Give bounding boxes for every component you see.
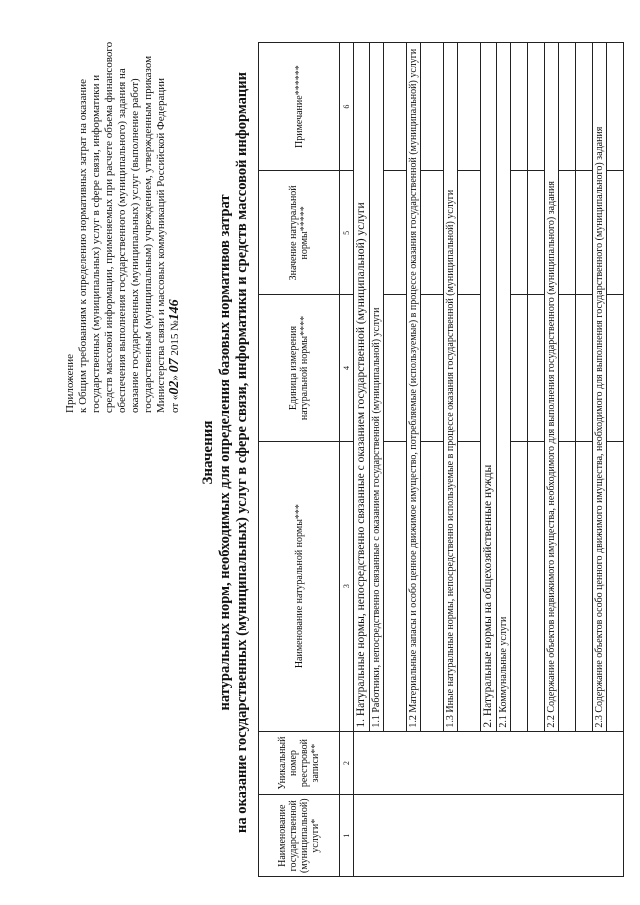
- col-header-value: Значение натуральной нормы*****: [259, 171, 340, 295]
- appendix-line: средств массовой информации, применяемых при расчете объема финансового: [103, 41, 115, 413]
- service-name-cell: [354, 795, 624, 877]
- norms-table: [258, 42, 624, 877]
- appendix-block: [64, 3, 182, 413]
- handwritten-month: 07: [167, 358, 182, 373]
- appendix-line: к Общим требованиям к определению нормативных затрат на оказание: [77, 78, 89, 413]
- col-header-norm-name: Наименование натуральной нормы***: [259, 441, 340, 731]
- appendix-label: Приложение: [64, 353, 76, 413]
- table-header-row: [259, 43, 340, 877]
- appendix-date: от «02» 07 2015 №146: [167, 299, 182, 413]
- col-number: 6: [340, 43, 354, 171]
- section-1-heading: 1. Натуральные нормы, непосредственно связанные с оказанием государственной (муниципальной) услуги: [354, 43, 370, 732]
- col-number: 3: [340, 441, 354, 731]
- appendix-line: государственным (муниципальным) учреждением, утвержденным приказом: [142, 55, 154, 413]
- section-2-heading: 2. Натуральные нормы на общехозяйственные нужды: [481, 43, 497, 732]
- col-number: 2: [340, 731, 354, 795]
- handwritten-day: 02: [167, 380, 182, 395]
- appendix-line: обеспечения выполнения государственного (муниципального) задания на: [116, 68, 128, 413]
- title-line-3: на оказание государственных (муниципальных) услуг в сфере связи, информатики и средств массовой информации: [234, 72, 250, 833]
- col-header-service: Наименование государственной (муниципальной) услуги*: [259, 795, 340, 877]
- registry-number-cell: [354, 731, 624, 795]
- col-header-registry-number: Уникальный номер реестровой записи**: [259, 731, 340, 795]
- row-1-1-label: 1.1 Работники, непосредственно связанные с оказанием государственной (муниципальной) услуги: [370, 43, 384, 732]
- row-2-3-label: 2.3 Содержание объектов особо ценного движимого имущества, необходимого для выполнения государственного (муниципального) задания: [593, 43, 607, 732]
- col-number: 4: [340, 295, 354, 441]
- column-number-row: [340, 43, 354, 877]
- row-2-1-label: 2.1 Коммунальные услуги: [497, 43, 511, 732]
- title-line-1: Значения: [200, 420, 216, 485]
- appendix-line: государственных (муниципальных) услуг в сфере связи, информатики и: [90, 74, 102, 413]
- appendix-line: оказание государственных (муниципальных) услуг (выполнение работ): [129, 78, 141, 413]
- handwritten-number: 146: [167, 299, 182, 321]
- title-line-2: натуральных норм, необходимых для определения базовых нормативов затрат: [217, 194, 233, 711]
- appendix-line: Министерства связи и массовых коммуникаций Российской Федерации: [155, 77, 167, 413]
- col-number: 5: [340, 171, 354, 295]
- col-header-note: Примечание******: [259, 43, 340, 171]
- row-1-2-label: 1.2 Материальные запасы и особо ценное движимое имущество, потребляемые (используемые) в процессе оказания государственной (муниципальной) услуги: [407, 43, 421, 732]
- row-1-3-label: 1.3 Иные натуральные нормы, непосредственно используемые в процессе оказания государственной (муниципальной) услуги: [444, 43, 458, 732]
- col-header-unit: Единица измерения натуральной нормы****: [259, 295, 340, 441]
- col-number: 1: [340, 795, 354, 877]
- row-2-2-label: 2.2 Содержание объектов недвижимого имущества, необходимого для выполнения государственного (муниципального) задания: [545, 43, 559, 732]
- section-1-row: [354, 43, 370, 877]
- document-title: [200, 20, 251, 885]
